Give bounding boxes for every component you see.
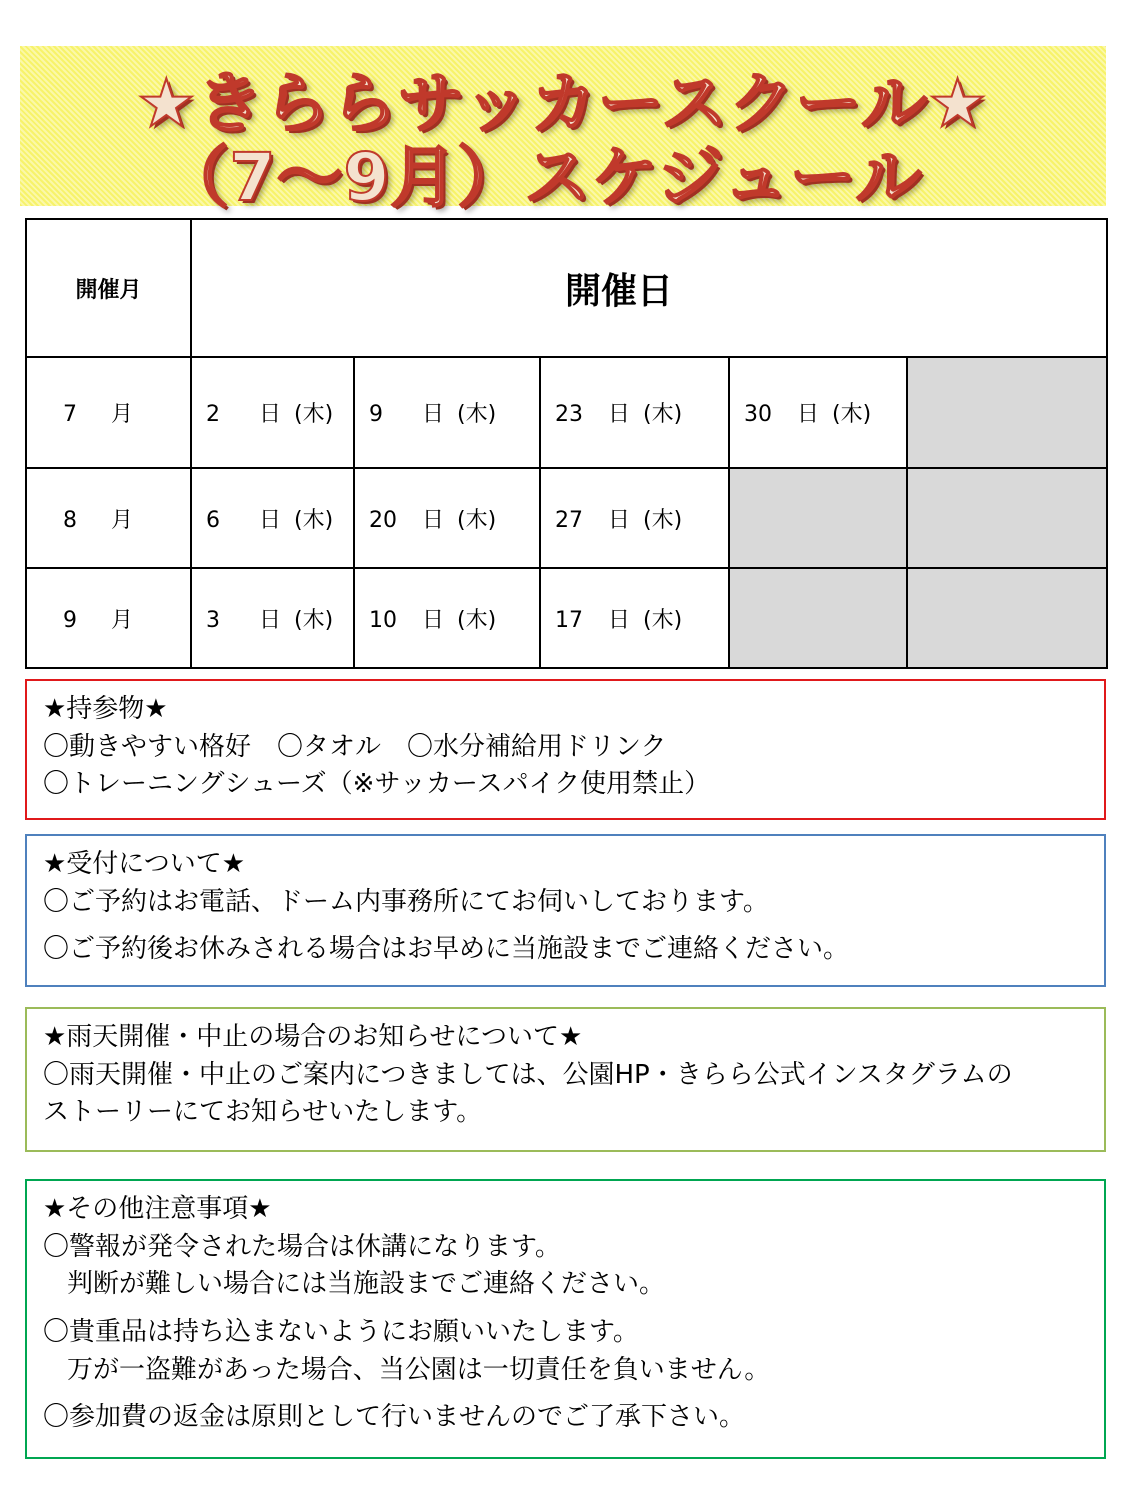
weekday: (木) — [643, 402, 683, 427]
notes-line-4: 万が一盗難があった場合、当公園は一切責任を負いません。 — [67, 1354, 771, 1385]
weekday: (木) — [643, 507, 683, 533]
month-suffix: 月 — [111, 607, 134, 633]
notes-line-5: 〇参加費の返金は原則として行いませんのでご了承下さい。 — [43, 1402, 746, 1433]
day-number: 27 — [555, 507, 583, 533]
day-suffix: 日 — [421, 402, 444, 427]
weekday: (木) — [294, 402, 334, 427]
empty-cell — [729, 568, 907, 668]
empty-cell — [907, 568, 1107, 668]
day-suffix: 日 — [258, 507, 281, 533]
notes-title: ★その他注意事項★ — [43, 1194, 272, 1224]
day-cell — [354, 568, 540, 668]
day-suffix: 日 — [258, 402, 281, 427]
weekday: (木) — [294, 607, 334, 633]
empty-cell — [907, 357, 1107, 468]
belongings-line-2: 〇トレーニングシューズ（※サッカースパイク使用禁止） — [43, 769, 711, 800]
day-number: 23 — [555, 402, 583, 427]
belongings-line-1: 〇動きやすい格好 〇タオル 〇水分補給用ドリンク — [43, 731, 667, 762]
notes-line-3: 〇貴重品は持ち込まないようにお願いいたします。 — [43, 1317, 639, 1348]
day-number: 17 — [555, 607, 583, 633]
belongings-box — [25, 679, 1106, 820]
month-suffix: 月 — [111, 402, 134, 427]
day-cell — [540, 468, 729, 568]
day-number: 10 — [369, 607, 397, 633]
reception-box — [25, 834, 1106, 987]
reception-title: ★受付について★ — [43, 849, 246, 879]
day-suffix: 日 — [607, 507, 630, 533]
month-suffix: 月 — [111, 507, 134, 533]
month-cell — [26, 568, 191, 668]
day-suffix: 日 — [421, 507, 444, 533]
month-number: 7 — [63, 402, 77, 427]
reception-line-2: 〇ご予約後お休みされる場合はお早めに当施設までご連絡ください。 — [43, 934, 850, 965]
rain-notice-box — [25, 1007, 1106, 1152]
weekday: (木) — [294, 507, 334, 533]
day-cell — [354, 357, 540, 468]
day-suffix: 日 — [421, 607, 444, 633]
day-cell — [354, 468, 540, 568]
title-line-2: （7～9月）スケジュール — [162, 139, 923, 216]
header-month: 開催月 — [26, 219, 191, 357]
table-row — [26, 468, 1107, 568]
day-suffix: 日 — [607, 607, 630, 633]
title-line-1: ★きららサッカースクール★ — [136, 65, 989, 142]
table-row — [26, 357, 1107, 468]
table-row — [26, 568, 1107, 668]
day-suffix: 日 — [607, 402, 630, 427]
notes-line-1: 〇警報が発令された場合は休講になります。 — [43, 1231, 561, 1262]
day-number: 30 — [744, 402, 772, 427]
header-days: 開催日 — [191, 219, 1107, 357]
table-header-row — [26, 219, 1107, 357]
reception-line-1: 〇ご予約はお電話、ドーム内事務所にてお伺いしております。 — [43, 886, 769, 917]
day-suffix: 日 — [258, 607, 281, 633]
schedule-table — [25, 218, 1108, 669]
day-cell — [191, 568, 354, 668]
day-cell — [540, 568, 729, 668]
belongings-title: ★持参物★ — [43, 694, 168, 724]
notes-box — [25, 1179, 1106, 1459]
weekday: (木) — [643, 607, 683, 633]
day-number: 6 — [206, 507, 220, 533]
empty-cell — [907, 468, 1107, 568]
rain-line-1: 〇雨天開催・中止のご案内につきましては、公園HP・きらら公式インスタグラムの — [43, 1059, 1013, 1090]
weekday: (木) — [457, 507, 497, 533]
month-cell — [26, 468, 191, 568]
notes-line-2: 判断が難しい場合には当施設までご連絡ください。 — [67, 1269, 666, 1300]
month-cell — [26, 357, 191, 468]
day-number: 2 — [206, 402, 220, 427]
month-number: 8 — [63, 507, 77, 533]
weekday: (木) — [457, 607, 497, 633]
day-number: 3 — [206, 607, 220, 633]
day-suffix: 日 — [796, 402, 819, 427]
weekday: (木) — [832, 402, 872, 427]
day-number: 9 — [369, 402, 383, 427]
day-number: 20 — [369, 507, 397, 533]
day-cell — [191, 357, 354, 468]
month-number: 9 — [63, 607, 77, 633]
weekday: (木) — [457, 402, 497, 427]
day-cell — [540, 357, 729, 468]
day-cell — [191, 468, 354, 568]
empty-cell — [729, 468, 907, 568]
rain-title: ★雨天開催・中止の場合のお知らせについて★ — [43, 1022, 583, 1052]
rain-line-2: ストーリーにてお知らせいたします。 — [43, 1097, 483, 1128]
day-cell — [729, 357, 907, 468]
